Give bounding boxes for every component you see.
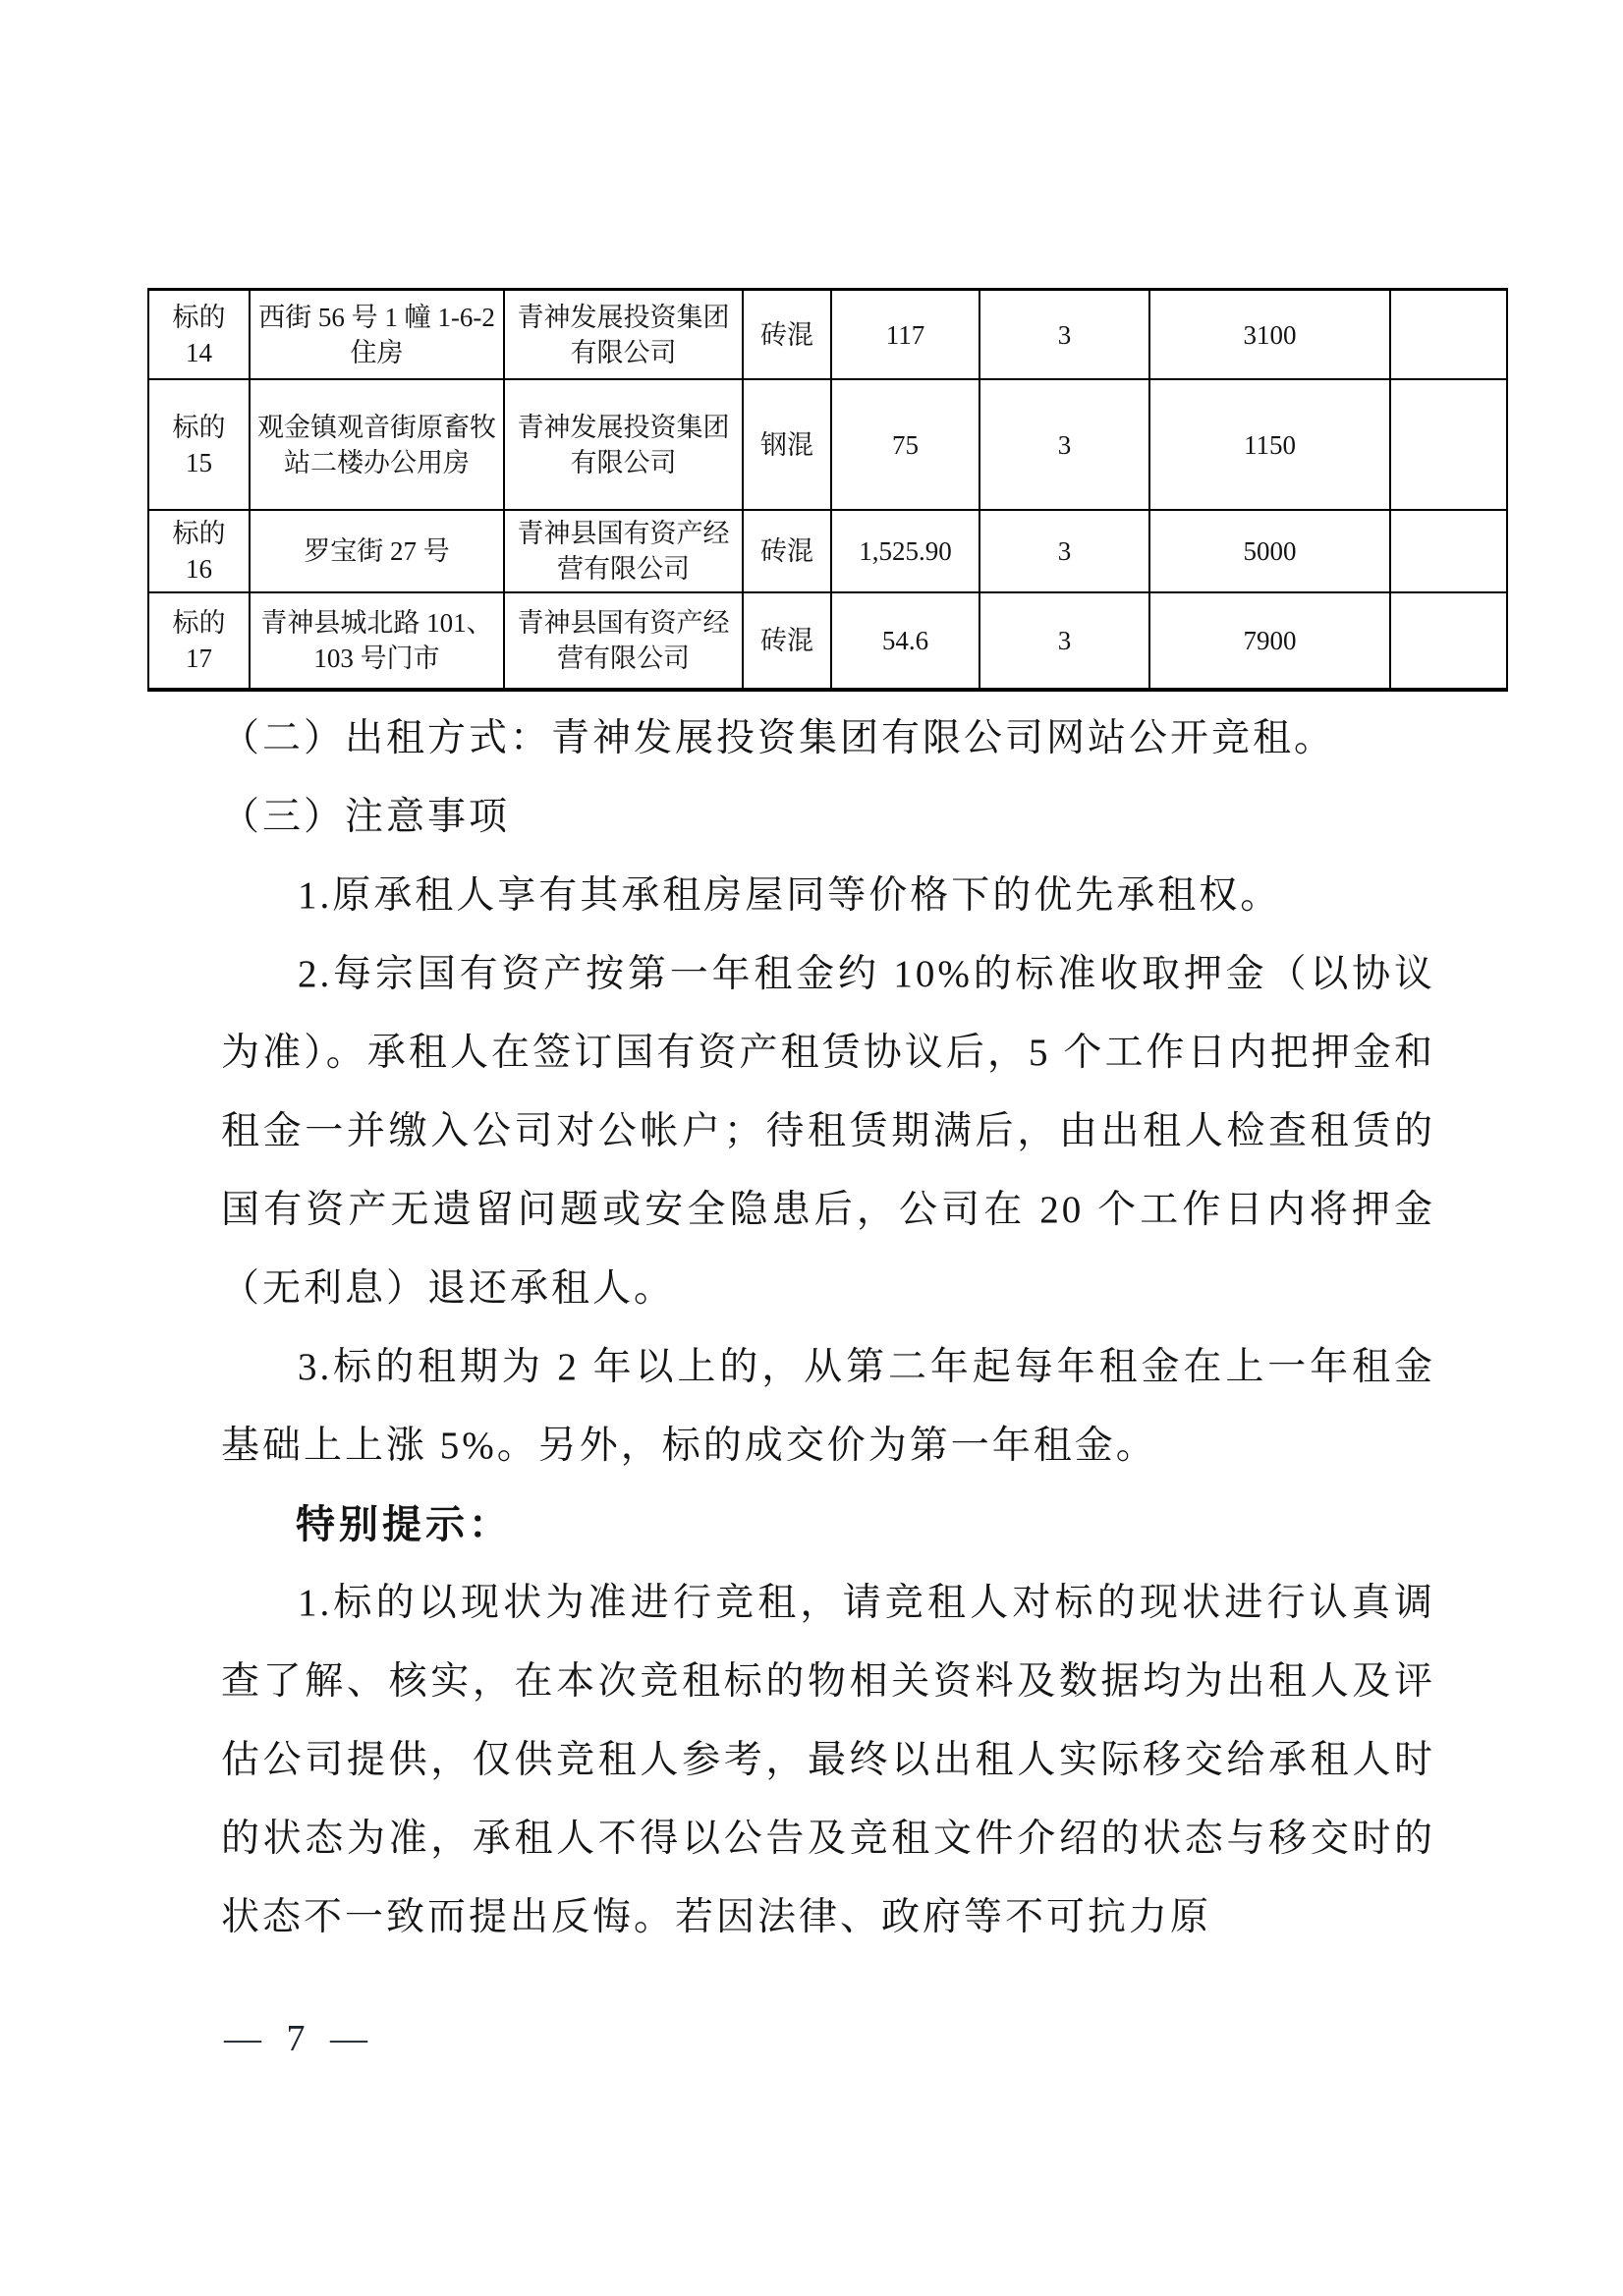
address-cell: 西街 56 号 1 幢 1-6-2 住房 xyxy=(250,290,504,380)
note-cell xyxy=(1390,510,1507,592)
table-row xyxy=(148,592,1507,690)
owner-cell: 青神县国有资产经营有限公司 xyxy=(504,592,743,690)
page-number: — 7 — xyxy=(224,2018,375,2059)
term-cell: 3 xyxy=(979,290,1149,380)
term-cell: 3 xyxy=(979,592,1149,690)
lot-label: 标的 xyxy=(172,608,226,638)
term-cell: 3 xyxy=(979,510,1149,592)
lot-number: 17 xyxy=(186,644,212,673)
body-text xyxy=(221,700,1435,1957)
note-cell xyxy=(1390,290,1507,380)
address-cell: 观金镇观音街原畜牧站二楼办公用房 xyxy=(250,379,504,510)
lot-id-cell xyxy=(148,290,250,380)
note-item-3: 3.标的租期为 2 年以上的，从第二年起每年租金在上一年租金基础上上涨 5%。另外，标的成交价为第一年租金。 xyxy=(221,1346,1435,1467)
paragraph-rental-method: （二）出租方式：青神发展投资集团有限公司网站公开竞租。 xyxy=(221,717,1336,759)
address-cell: 罗宝街 27 号 xyxy=(250,510,504,592)
table-row xyxy=(148,510,1507,592)
area-cell: 54.6 xyxy=(831,592,979,690)
lot-label: 标的 xyxy=(172,302,226,332)
lot-number: 16 xyxy=(186,554,212,584)
lot-id-cell xyxy=(148,592,250,690)
structure-cell: 钢混 xyxy=(743,379,831,510)
owner-cell: 青神发展投资集团有限公司 xyxy=(504,290,743,380)
lot-label: 标的 xyxy=(172,519,226,548)
area-cell: 75 xyxy=(831,379,979,510)
note-cell xyxy=(1390,379,1507,510)
paragraph-notes-heading: （三）注意事项 xyxy=(221,796,511,838)
table-row xyxy=(148,290,1507,380)
term-cell: 3 xyxy=(979,379,1149,510)
lot-number: 15 xyxy=(186,447,212,477)
owner-cell: 青神发展投资集团有限公司 xyxy=(504,379,743,510)
note-item-2: 2.每宗国有资产按第一年租金约 10%的标准收取押金（以协议为准）。承租人在签订国有资产租赁协议后，5 个工作日内把押金和租金一并缴入公司对公帐户；待租赁期满后，由出租人检查租赁的国有资产无遗留问题或安全隐患后，公司在 20 个工作日内将押金（无利息）退还承租人。 xyxy=(221,953,1435,1310)
lot-id-cell xyxy=(148,510,250,592)
note-item-1: 1.原承租人享有其承租房屋同等价格下的优先承租权。 xyxy=(298,874,1282,917)
price-cell: 5000 xyxy=(1149,510,1390,592)
lot-id-cell xyxy=(148,379,250,510)
lot-number: 14 xyxy=(186,337,212,367)
table-row xyxy=(148,379,1507,510)
price-cell: 1150 xyxy=(1149,379,1390,510)
structure-cell: 砖混 xyxy=(743,510,831,592)
price-cell: 3100 xyxy=(1149,290,1390,380)
address-cell: 青神县城北路 101、103 号门市 xyxy=(250,592,504,690)
note-cell xyxy=(1390,592,1507,690)
special-notice-heading: 特别提示： xyxy=(296,1503,512,1546)
special-notice-item-1: 1.标的以现状为准进行竞租，请竞租人对标的现状进行认真调查了解、核实，在本次竞租标的物相关资料及数据均为出租人及评估公司提供，仅供竞租人参考，最终以出租人实际移交给承租人时的状态为准，承租人不得以公告及竞租文件介绍的状态与移交时的状态不一致而提出反悔。若因法律、政府等不可抗力原 xyxy=(221,1582,1435,1938)
lease-lots-table xyxy=(147,288,1508,692)
price-cell: 7900 xyxy=(1149,592,1390,690)
lot-label: 标的 xyxy=(172,412,226,442)
structure-cell: 砖混 xyxy=(743,592,831,690)
area-cell: 117 xyxy=(831,290,979,380)
structure-cell: 砖混 xyxy=(743,290,831,380)
owner-cell: 青神县国有资产经营有限公司 xyxy=(504,510,743,592)
area-cell: 1,525.90 xyxy=(831,510,979,592)
